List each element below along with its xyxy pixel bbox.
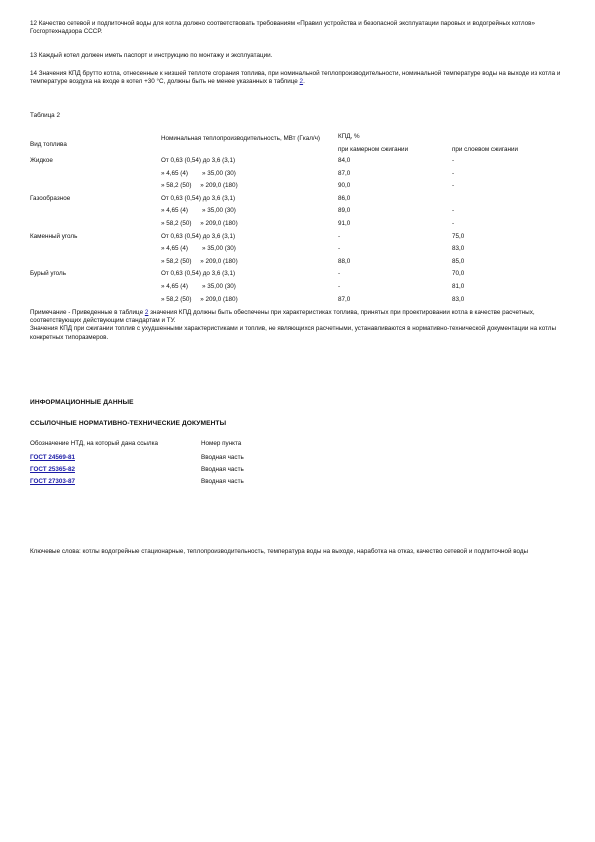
chamber-kpd-cell: -: [338, 270, 341, 278]
note-text-b: значения КПД должны быть обеспечены при характеристиках топлива, принятых при проектировании котла в качестве расчетных, соответствующих действующим стандартам и ТУ.: [30, 309, 535, 325]
layer-kpd-cell: 83,0: [452, 245, 465, 253]
power-range-cell: » 4,65 (4) » 35,00 (30): [161, 245, 236, 253]
table-caption: Таблица 2: [30, 112, 60, 119]
fuel-type-cell: Газообразное: [30, 194, 71, 202]
layer-kpd-cell: -: [452, 169, 455, 177]
power-range-cell: От 0,63 (0,54) до 3,6 (3,1): [161, 270, 236, 278]
references-heading: ССЫЛОЧНЫЕ НОРМАТИВНО-ТЕХНИЧЕСКИЕ ДОКУМЕНТЫ: [30, 420, 227, 427]
layer-kpd-cell: 81,0: [452, 283, 465, 290]
paragraph-14-end: .: [303, 78, 305, 86]
chamber-kpd-cell: 90,0: [338, 182, 351, 190]
layer-kpd-cell: 70,0: [452, 270, 465, 278]
info-data-heading: ИНФОРМАЦИОННЫЕ ДАННЫЕ: [30, 399, 134, 406]
header-layer-burning: при слоевом сжигании: [452, 146, 519, 153]
layer-kpd-cell: -: [452, 220, 455, 227]
refs-header-item: Номер пункта: [201, 440, 242, 447]
layer-kpd-cell: 85,0: [452, 257, 465, 265]
layer-kpd-cell: -: [452, 207, 455, 215]
chamber-kpd-cell: 89,0: [338, 207, 351, 215]
chamber-kpd-cell: 87,0: [338, 169, 351, 177]
power-range-cell: От 0,63 (0,54) до 3,6 (3,1): [161, 157, 236, 164]
keywords: Ключевые слова: котлы водогрейные стационарные, теплопроизводительность, температура воды на выходе, наработка на отказ, качество сетевой и подпиточной воды: [30, 548, 529, 555]
refs-header-document: Обозначение НТД, на который дана ссылка: [30, 440, 158, 447]
chamber-kpd-cell: 88,0: [338, 257, 351, 265]
reference-item-cell: Вводная часть: [201, 478, 244, 485]
chamber-kpd-cell: -: [338, 245, 341, 253]
power-range-cell: » 58,2 (50) » 209,0 (180): [161, 182, 238, 190]
table-note: [30, 309, 570, 342]
paragraph-14-text: 14 Значения КПД брутто котла, отнесенные к низшей теплоте сгорания топлива, при номинальной теплопроизводительности, номинальной температуре воды на выходе из котла и температуре воздуха на входе в котел +30 °С, должны быть не менее указанных в таблице: [30, 70, 561, 86]
reference-item-cell: Вводная часть: [201, 454, 244, 461]
chamber-kpd-cell: 86,0: [338, 194, 351, 202]
fuel-type-cell: Каменный уголь: [30, 232, 78, 240]
fuel-type-cell: Жидкое: [30, 157, 53, 164]
table-2-link[interactable]: 2: [299, 78, 304, 86]
fuel-type-cell: Бурый уголь: [30, 270, 66, 278]
chamber-kpd-cell: 91,0: [338, 220, 351, 227]
layer-kpd-cell: -: [452, 157, 455, 164]
power-range-cell: От 0,63 (0,54) до 3,6 (3,1): [161, 194, 236, 202]
power-range-cell: » 4,65 (4) » 35,00 (30): [161, 207, 236, 215]
header-chamber-burning: при камерном сжигании: [338, 146, 409, 153]
paragraph-12: 12 Качество сетевой и подпиточной воды для котла должно соответствовать требованиям «Правил устройства и безопасной эксплуатации паровых и водогрейных котлов» Госгортехнадзора СССР.: [30, 20, 536, 36]
paragraph-14: [30, 70, 570, 86]
power-range-cell: » 4,65 (4) » 35,00 (30): [161, 169, 236, 177]
header-kpd: КПД, %: [338, 133, 360, 140]
chamber-kpd-cell: -: [338, 283, 341, 290]
chamber-kpd-cell: 84,0: [338, 157, 351, 164]
note-text-line2: Значения КПД при сжигании топлив с ухудшенными характеристиками и топлив, не являющихся расчетными, устанавливаются в нормативно-технической документации на котлы конкретных типоразмеров.: [30, 325, 557, 341]
header-nominal-power: Номинальная теплопроизводительность, МВт (Гкал/ч): [161, 135, 321, 142]
note-table-2-link[interactable]: 2: [144, 309, 149, 316]
reference-document-link[interactable]: ГОСТ 25365-82: [30, 466, 75, 473]
power-range-cell: » 58,2 (50) » 209,0 (180): [161, 257, 238, 265]
reference-document-link[interactable]: ГОСТ 27303-87: [30, 478, 75, 485]
chamber-kpd-cell: 87,0: [338, 295, 351, 303]
layer-kpd-cell: 83,0: [452, 295, 465, 303]
power-range-cell: » 4,65 (4) » 35,00 (30): [161, 283, 236, 290]
reference-document-link[interactable]: ГОСТ 24569-81: [30, 454, 75, 461]
chamber-kpd-cell: -: [338, 232, 341, 240]
layer-kpd-cell: -: [452, 182, 455, 190]
power-range-cell: От 0,63 (0,54) до 3,6 (3,1): [161, 232, 236, 240]
paragraph-13: 13 Каждый котел должен иметь паспорт и инструкцию по монтажу и эксплуатации.: [30, 52, 273, 59]
power-range-cell: » 58,2 (50) » 209,0 (180): [161, 295, 238, 303]
reference-item-cell: Вводная часть: [201, 466, 244, 473]
layer-kpd-cell: 75,0: [452, 232, 465, 240]
header-fuel-type: Вид топлива: [30, 141, 67, 148]
power-range-cell: » 58,2 (50) » 209,0 (180): [161, 220, 238, 227]
note-text-a: Примечание - Приведенные в таблице: [30, 309, 145, 316]
